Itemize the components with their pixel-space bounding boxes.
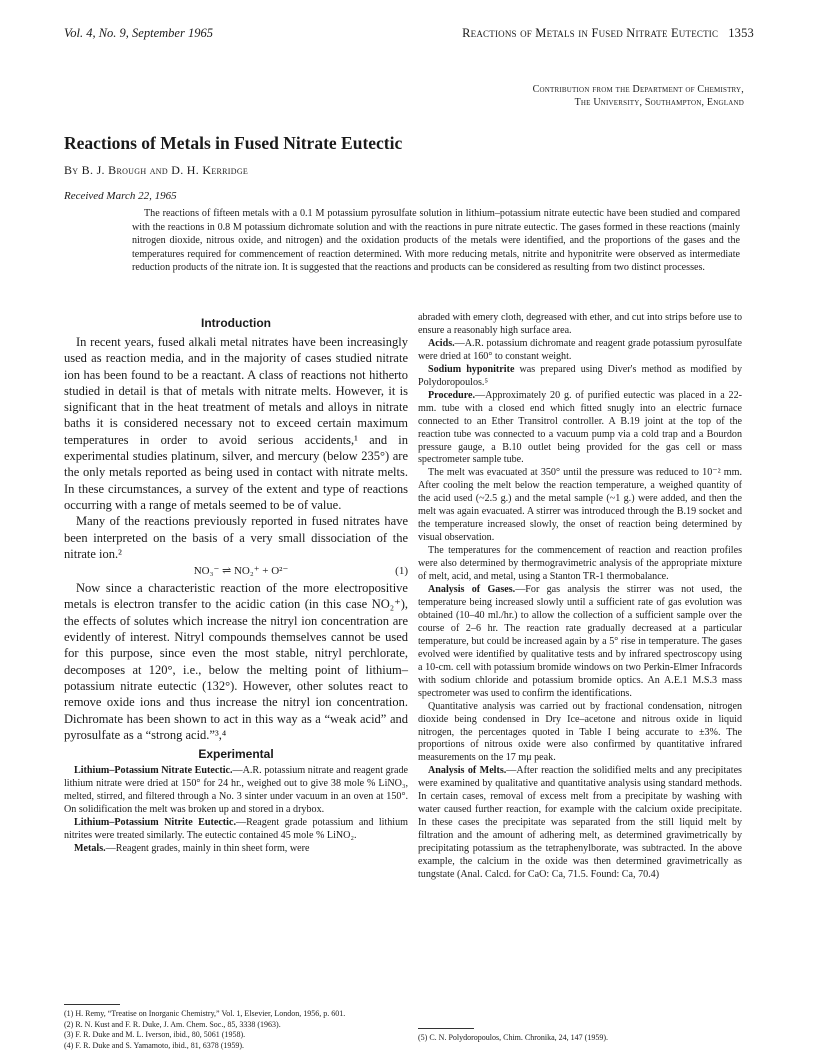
footnote-1: (1) H. Remy, “Treatise on Inorganic Chemistry,” Vol. 1, Elsevier, London, 1956, p. 601.: [64, 1009, 346, 1018]
authors: By B. J. Brough and D. H. Kerridge: [64, 163, 249, 177]
equation-number: (1): [395, 565, 408, 578]
melt-paragraph: The melt was evacuated at 350° until the pressure was reduced to 10⁻² mm. After cooling the melt below the reaction temperature, a weighed quantity of the acid used (~2.5 g.) and the metal sample (~1 g.) were added, and then the melt was again evacuated. A stirrer was introduced through the B.19 socket and the temperature increased slowly, the onset of reaction being determined by visual observation.: [418, 467, 742, 544]
footnote-5: (5) C. N. Polydoropoulos, Chim. Chronika, 24, 147 (1959).: [418, 1033, 608, 1042]
procedure-text: —Approximately 20 g. of purified eutectic was placed in a 22-mm. tube with a closed end which fitted snugly into an electric furnace connected to an Ether Transitrol controller. A B.19 joint at the top of the reaction tube was connected to a vacuum pump via a cold trap and a Bourdon pressure gauge, a B.10 outlet being provided for the gas cell or mass spectrometer sample tube.: [418, 389, 742, 466]
equation-text: NO₃⁻ ⇌ NO₂⁺ + O²⁻: [193, 565, 289, 578]
footnotes-right: [418, 1028, 742, 1044]
procedure-paragraph: [418, 390, 742, 468]
gas-analysis-run-head: Analysis of Gases.: [428, 584, 516, 596]
intro-paragraph-3: Now since a characteristic reaction of the more electropositive metals is electron transfer to the acidic cation (in this case NO₂⁺), the effects of solutes which increase the nitryl ion concentration are evidently of interest. Nitryl compounds themselves cannot be used for this purpose, since even the most stable, nitryl perchlorate, decomposes at 120°, i.e., below the melting point of lithium–potassium nitrate eutectic (132°). However, other solutes react to remove oxide ions and thus increase the nitryl ion concentration. Dichromate has been shown to act in this way as a “weak acid” and pyrosulfate as a “strong acid.”³,⁴: [64, 581, 408, 742]
exp-paragraph-metals: [64, 843, 408, 856]
exp-text-nitrite: —Reagent grade potassium and lithium nitrites were treated similarly. The eutectic contained 45 mole % LiNO₂.: [64, 816, 408, 841]
intro-paragraph-1: In recent years, fused alkali metal nitrates have been increasingly used as reaction media, and in the majority of cases studied nitrate ion has been found to be a reactant. A class of reactions not hitherto studied in detail is that of metals with nitrate melts. However, it is significant that in the heat treatment of metals and alloys in nitrate baths it is considered necessary not to exceed certain maximum temperatures in order to avoid serious accidents,¹ and in experimental studies platinum, silver, and mercury (below 235°) are the only metals reported as being used in contact with nitrate melts. In these circumstances, a survey of the extent and type of reactions occurring with a range of metals seemed to be of value.: [64, 335, 408, 512]
exp-text-nitrate: —A.R. potassium nitrate and reagent grade lithium nitrate were dried at 150° for 24 hr., weighed out to give 38 mole % LiNO₃, melted, stirred, and filtered through a No. 3 sinter under vacuum in an oven at 150°. On solidification the melt was broken up and stored in a drybox.: [64, 765, 408, 815]
experimental-heading: Experimental: [198, 747, 274, 762]
exp-run-head-nitrate: Lithium–Potassium Nitrate Eutectic.: [74, 765, 233, 777]
acids-paragraph: [418, 338, 742, 364]
footnote-4: (4) F. R. Duke and S. Yamamoto, ibid., 81, 6378 (1959).: [64, 1040, 245, 1050]
exp-text-metals: —Reagent grades, mainly in thin sheet form, were: [105, 842, 310, 854]
introduction-heading: Introduction: [201, 316, 271, 330]
intro-paragraph-2: Many of the reactions previously reported in fused nitrates have been interpreted on the basis of a very small dissociation of the nitrate ion.²: [64, 514, 408, 561]
running-title: Reactions of Metals in Fused Nitrate Eutectic: [462, 26, 719, 40]
left-column: [64, 312, 408, 856]
right-column: [418, 312, 742, 882]
exp-paragraph-nitrite: [64, 817, 408, 843]
acids-text: —A.R. potassium dichromate and reagent grade potassium pyrosulfate were dried at 160° to constant weight.: [418, 337, 742, 362]
melt-analysis-text: —After reaction the solidified melts and any precipitates were examined by qualitative and quantitative analysis using standard methods. In certain cases, removal of excess melt from a precipitate by washing with water caused further reaction, for example with the calcium oxide precipitate. In these cases the precipitate was separated from the still liquid melt by filtration and the amount of adhering melt, as determined gravimetrically by precipitating potassium as the tetraphenylborate, was subtracted. In the above example, the calcium in the oxide was then determined gravimetrically as tungstate (Anal. Calcd. for CaO: Ca, 71.5. Found: Ca, 70.4): [418, 765, 742, 880]
exp-paragraph-nitrate: [64, 765, 408, 817]
abstract: The reactions of fifteen metals with a 0.1 M potassium pyrosulfate solution in lithium–potassium nitrate eutectic have been studied and compared with the reactions in 0.8 M potassium dichromate solution and with the reactions in pure nitrate eutectic. The gases formed in these reactions (mainly nitrogen dioxide, nitrous oxide, and nitrogen) and the oxidation products of the metals were identified, and the proportions of the gases and the temperatures required for commencement of reaction determined. With more reducing metals, nitrite and hyponitrite were observed as intermediate reduction products of the nitrate ion. It is suggested that the reactions and products can be considered as resulting from two distinct processes.: [132, 208, 740, 274]
quantitative-paragraph: Quantitative analysis was carried out by fractional condensation, nitrogen dioxide being condensed in Dry Ice–acetone and nitrous oxide in liquid nitrogen, the percentages quoted in Table I being accurate to ±3%. The proportions of nitrous oxide were also confirmed by quantitative infrared measurements on the 17 mμ peak.: [418, 700, 742, 764]
gas-analysis-text: —For gas analysis the stirrer was not used, the temperature being increased slowly until a sufficient rate of gas evolution was obtained (10–40 ml./hr.) to allow the collection of a sufficient sample over the course of 2–6 hr. The reaction rate gradually decreased at a particular temperature, but could be increased again by a 5° rise in temperature. The gases evolved were identified by qualitative tests and by infrared spectroscopy using a 10-cm. cell with potassium bromide windows on two Perkin-Elmer Infracords with sodium chloride and potassium bromide optics. An A.E.1 M.S.3 mass spectrometer was used to confirm the identifications.: [418, 584, 742, 699]
contribution-line-1: Contribution from the Department of Chemistry,: [532, 84, 744, 95]
melt-analysis-paragraph: [418, 765, 742, 882]
hyponitrite-text: was prepared using Diver's method as modified by Polydoropoulos.⁵: [418, 363, 742, 388]
contribution-line-2: The University, Southampton, England: [574, 97, 744, 108]
footnote-rule: [64, 1004, 120, 1005]
metals-continuation: abraded with emery cloth, degreased with ether, and cut into strips before use to ensure a reasonably high surface area.: [418, 312, 742, 336]
footnote-rule-right: [418, 1028, 474, 1029]
acids-run-head: Acids.: [428, 337, 455, 349]
hyponitrite-paragraph: [418, 364, 742, 390]
procedure-run-head: Procedure.: [428, 389, 475, 401]
received-date: Received March 22, 1965: [64, 190, 177, 202]
equation-1: [64, 562, 408, 580]
thermogravimetric-paragraph: The temperatures for the commencement of reaction and reaction profiles were also determined by thermogravimetric analysis of the appropriate mixture of melt, acid, and metal, using a Stanton TR-1 thermobalance.: [418, 545, 742, 583]
article-title: Reactions of Metals in Fused Nitrate Eutectic: [64, 133, 403, 153]
journal-issue: Vol. 4, No. 9, September 1965: [64, 26, 213, 40]
gas-analysis-paragraph: [418, 584, 742, 701]
introduction-section: [64, 316, 408, 743]
exp-run-head-metals: Metals.: [74, 842, 106, 854]
page-number: 1353: [728, 26, 754, 40]
footnote-3: (3) F. R. Duke and M. L. Iverson, ibid., 80, 5061 (1958).: [64, 1030, 246, 1040]
contribution-note: [533, 83, 744, 109]
melt-analysis-run-head: Analysis of Melts.: [428, 765, 507, 777]
hyponitrite-run-head: Sodium hyponitrite: [428, 363, 515, 375]
footnote-2: (2) R. N. Kust and F. R. Duke, J. Am. Chem. Soc., 85, 3338 (1963).: [64, 1019, 281, 1029]
experimental-section: [64, 747, 408, 856]
running-head-right: [462, 26, 754, 41]
footnotes-left: [64, 1004, 408, 1051]
exp-run-head-nitrite: Lithium–Potassium Nitrite Eutectic.: [74, 816, 236, 828]
